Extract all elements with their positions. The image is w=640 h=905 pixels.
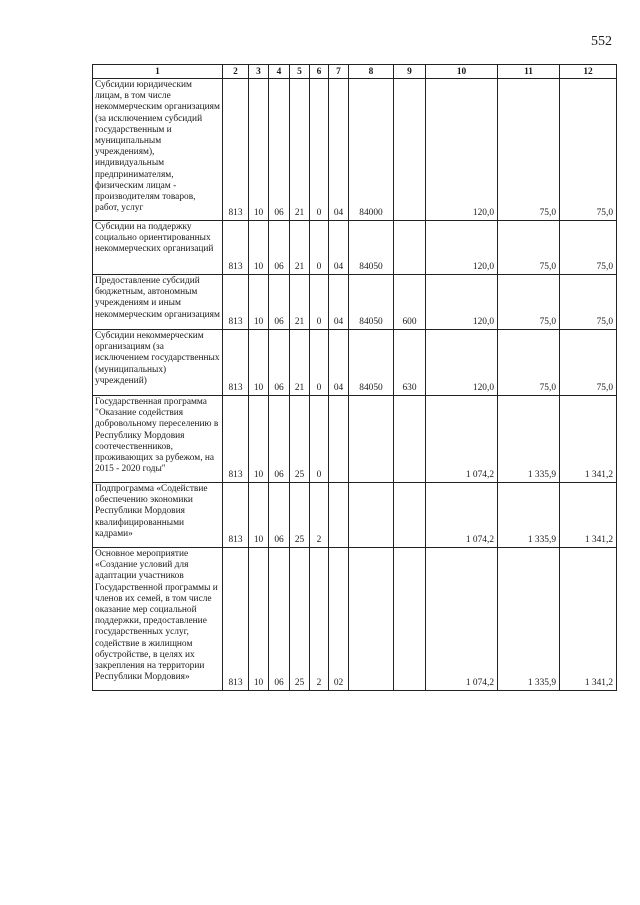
cell-col4: 06 [269, 396, 290, 483]
cell-col11: 75,0 [498, 221, 560, 275]
cell-col8: 84050 [349, 221, 394, 275]
cell-col11: 75,0 [498, 79, 560, 221]
cell-col4: 06 [269, 483, 290, 548]
cell-col9 [394, 548, 426, 691]
cell-col6: 2 [310, 483, 329, 548]
cell-col5: 21 [290, 330, 310, 396]
cell-col7 [329, 396, 349, 483]
cell-col7: 04 [329, 221, 349, 275]
cell-col9 [394, 79, 426, 221]
cell-col6: 0 [310, 396, 329, 483]
cell-col10: 1 074,2 [426, 548, 498, 691]
row-description: Государственная программа "Оказание содействия добровольному переселению в Республику Мордовия соотечественников, проживающих за рубежом, на 2015 - 2020 годы" [93, 396, 223, 483]
cell-col12: 1 341,2 [560, 548, 617, 691]
column-header: 3 [249, 65, 269, 79]
cell-col12: 75,0 [560, 79, 617, 221]
cell-col10: 120,0 [426, 79, 498, 221]
table-header-row [93, 65, 617, 79]
cell-col2: 813 [223, 483, 249, 548]
column-header: 7 [329, 65, 349, 79]
cell-col4: 06 [269, 221, 290, 275]
row-description: Основное мероприятие «Создание условий для адаптации участников Государственной программы и членов их семей, в том числе оказание мер социальной поддержки, предоставление государственных услуг, содействие в жилищном обустройстве, в целях их закрепления на территории Республики Мордовия» [93, 548, 223, 691]
cell-col5: 21 [290, 79, 310, 221]
row-description: Субсидии на поддержку социально ориентированных некоммерческих организаций [93, 221, 223, 275]
row-description: Предоставление субсидий бюджетным, автономным учреждениям и иным некоммерческим организациям [93, 275, 223, 330]
cell-col7: 04 [329, 79, 349, 221]
table-row [93, 79, 617, 221]
column-header: 4 [269, 65, 290, 79]
cell-col5: 25 [290, 396, 310, 483]
cell-col10: 1 074,2 [426, 396, 498, 483]
cell-col11: 75,0 [498, 330, 560, 396]
cell-col7 [329, 483, 349, 548]
cell-col12: 1 341,2 [560, 396, 617, 483]
cell-col5: 25 [290, 548, 310, 691]
budget-table [92, 64, 617, 691]
cell-col2: 813 [223, 221, 249, 275]
cell-col8 [349, 548, 394, 691]
cell-col6: 2 [310, 548, 329, 691]
cell-col5: 25 [290, 483, 310, 548]
column-header: 9 [394, 65, 426, 79]
table-row [93, 548, 617, 691]
cell-col8 [349, 396, 394, 483]
row-description: Подпрограмма «Содействие обеспечению экономики Республики Мордовия квалифицированными кадрами» [93, 483, 223, 548]
cell-col4: 06 [269, 330, 290, 396]
cell-col6: 0 [310, 330, 329, 396]
cell-col10: 1 074,2 [426, 483, 498, 548]
cell-col9 [394, 483, 426, 548]
cell-col9 [394, 396, 426, 483]
cell-col4: 06 [269, 275, 290, 330]
cell-col7: 02 [329, 548, 349, 691]
table-row [93, 396, 617, 483]
row-description: Субсидии некоммерческим организациям (за исключением государственных (муниципальных) учреждений) [93, 330, 223, 396]
cell-col10: 120,0 [426, 221, 498, 275]
cell-col12: 75,0 [560, 221, 617, 275]
cell-col2: 813 [223, 548, 249, 691]
column-header: 12 [560, 65, 617, 79]
column-header: 2 [223, 65, 249, 79]
column-header: 10 [426, 65, 498, 79]
cell-col9 [394, 221, 426, 275]
cell-col9: 600 [394, 275, 426, 330]
page-number: 552 [591, 34, 612, 49]
cell-col10: 120,0 [426, 330, 498, 396]
cell-col12: 75,0 [560, 275, 617, 330]
cell-col2: 813 [223, 396, 249, 483]
column-header: 1 [93, 65, 223, 79]
column-header: 5 [290, 65, 310, 79]
cell-col12: 75,0 [560, 330, 617, 396]
cell-col2: 813 [223, 79, 249, 221]
cell-col3: 10 [249, 396, 269, 483]
cell-col5: 21 [290, 275, 310, 330]
cell-col3: 10 [249, 548, 269, 691]
cell-col8 [349, 483, 394, 548]
cell-col3: 10 [249, 330, 269, 396]
cell-col11: 75,0 [498, 275, 560, 330]
cell-col7: 04 [329, 275, 349, 330]
cell-col5: 21 [290, 221, 310, 275]
row-description: Субсидии юридическим лицам, в том числе некоммерческим организациям (за исключением субсидий государственным и муниципальным учреждениям), индивидуальным предпринимателям, физическим лицам - производителям товаров, работ, услуг [93, 79, 223, 221]
cell-col2: 813 [223, 330, 249, 396]
cell-col6: 0 [310, 79, 329, 221]
cell-col12: 1 341,2 [560, 483, 617, 548]
cell-col11: 1 335,9 [498, 483, 560, 548]
cell-col3: 10 [249, 483, 269, 548]
cell-col2: 813 [223, 275, 249, 330]
cell-col11: 1 335,9 [498, 396, 560, 483]
table-row [93, 275, 617, 330]
column-header: 11 [498, 65, 560, 79]
cell-col4: 06 [269, 79, 290, 221]
cell-col6: 0 [310, 221, 329, 275]
table-row [93, 221, 617, 275]
cell-col3: 10 [249, 79, 269, 221]
table-row [93, 330, 617, 396]
cell-col8: 84000 [349, 79, 394, 221]
cell-col3: 10 [249, 275, 269, 330]
cell-col9: 630 [394, 330, 426, 396]
cell-col4: 06 [269, 548, 290, 691]
cell-col8: 84050 [349, 330, 394, 396]
column-header: 8 [349, 65, 394, 79]
column-header: 6 [310, 65, 329, 79]
cell-col8: 84050 [349, 275, 394, 330]
cell-col7: 04 [329, 330, 349, 396]
cell-col6: 0 [310, 275, 329, 330]
cell-col3: 10 [249, 221, 269, 275]
table-row [93, 483, 617, 548]
cell-col11: 1 335,9 [498, 548, 560, 691]
cell-col10: 120,0 [426, 275, 498, 330]
